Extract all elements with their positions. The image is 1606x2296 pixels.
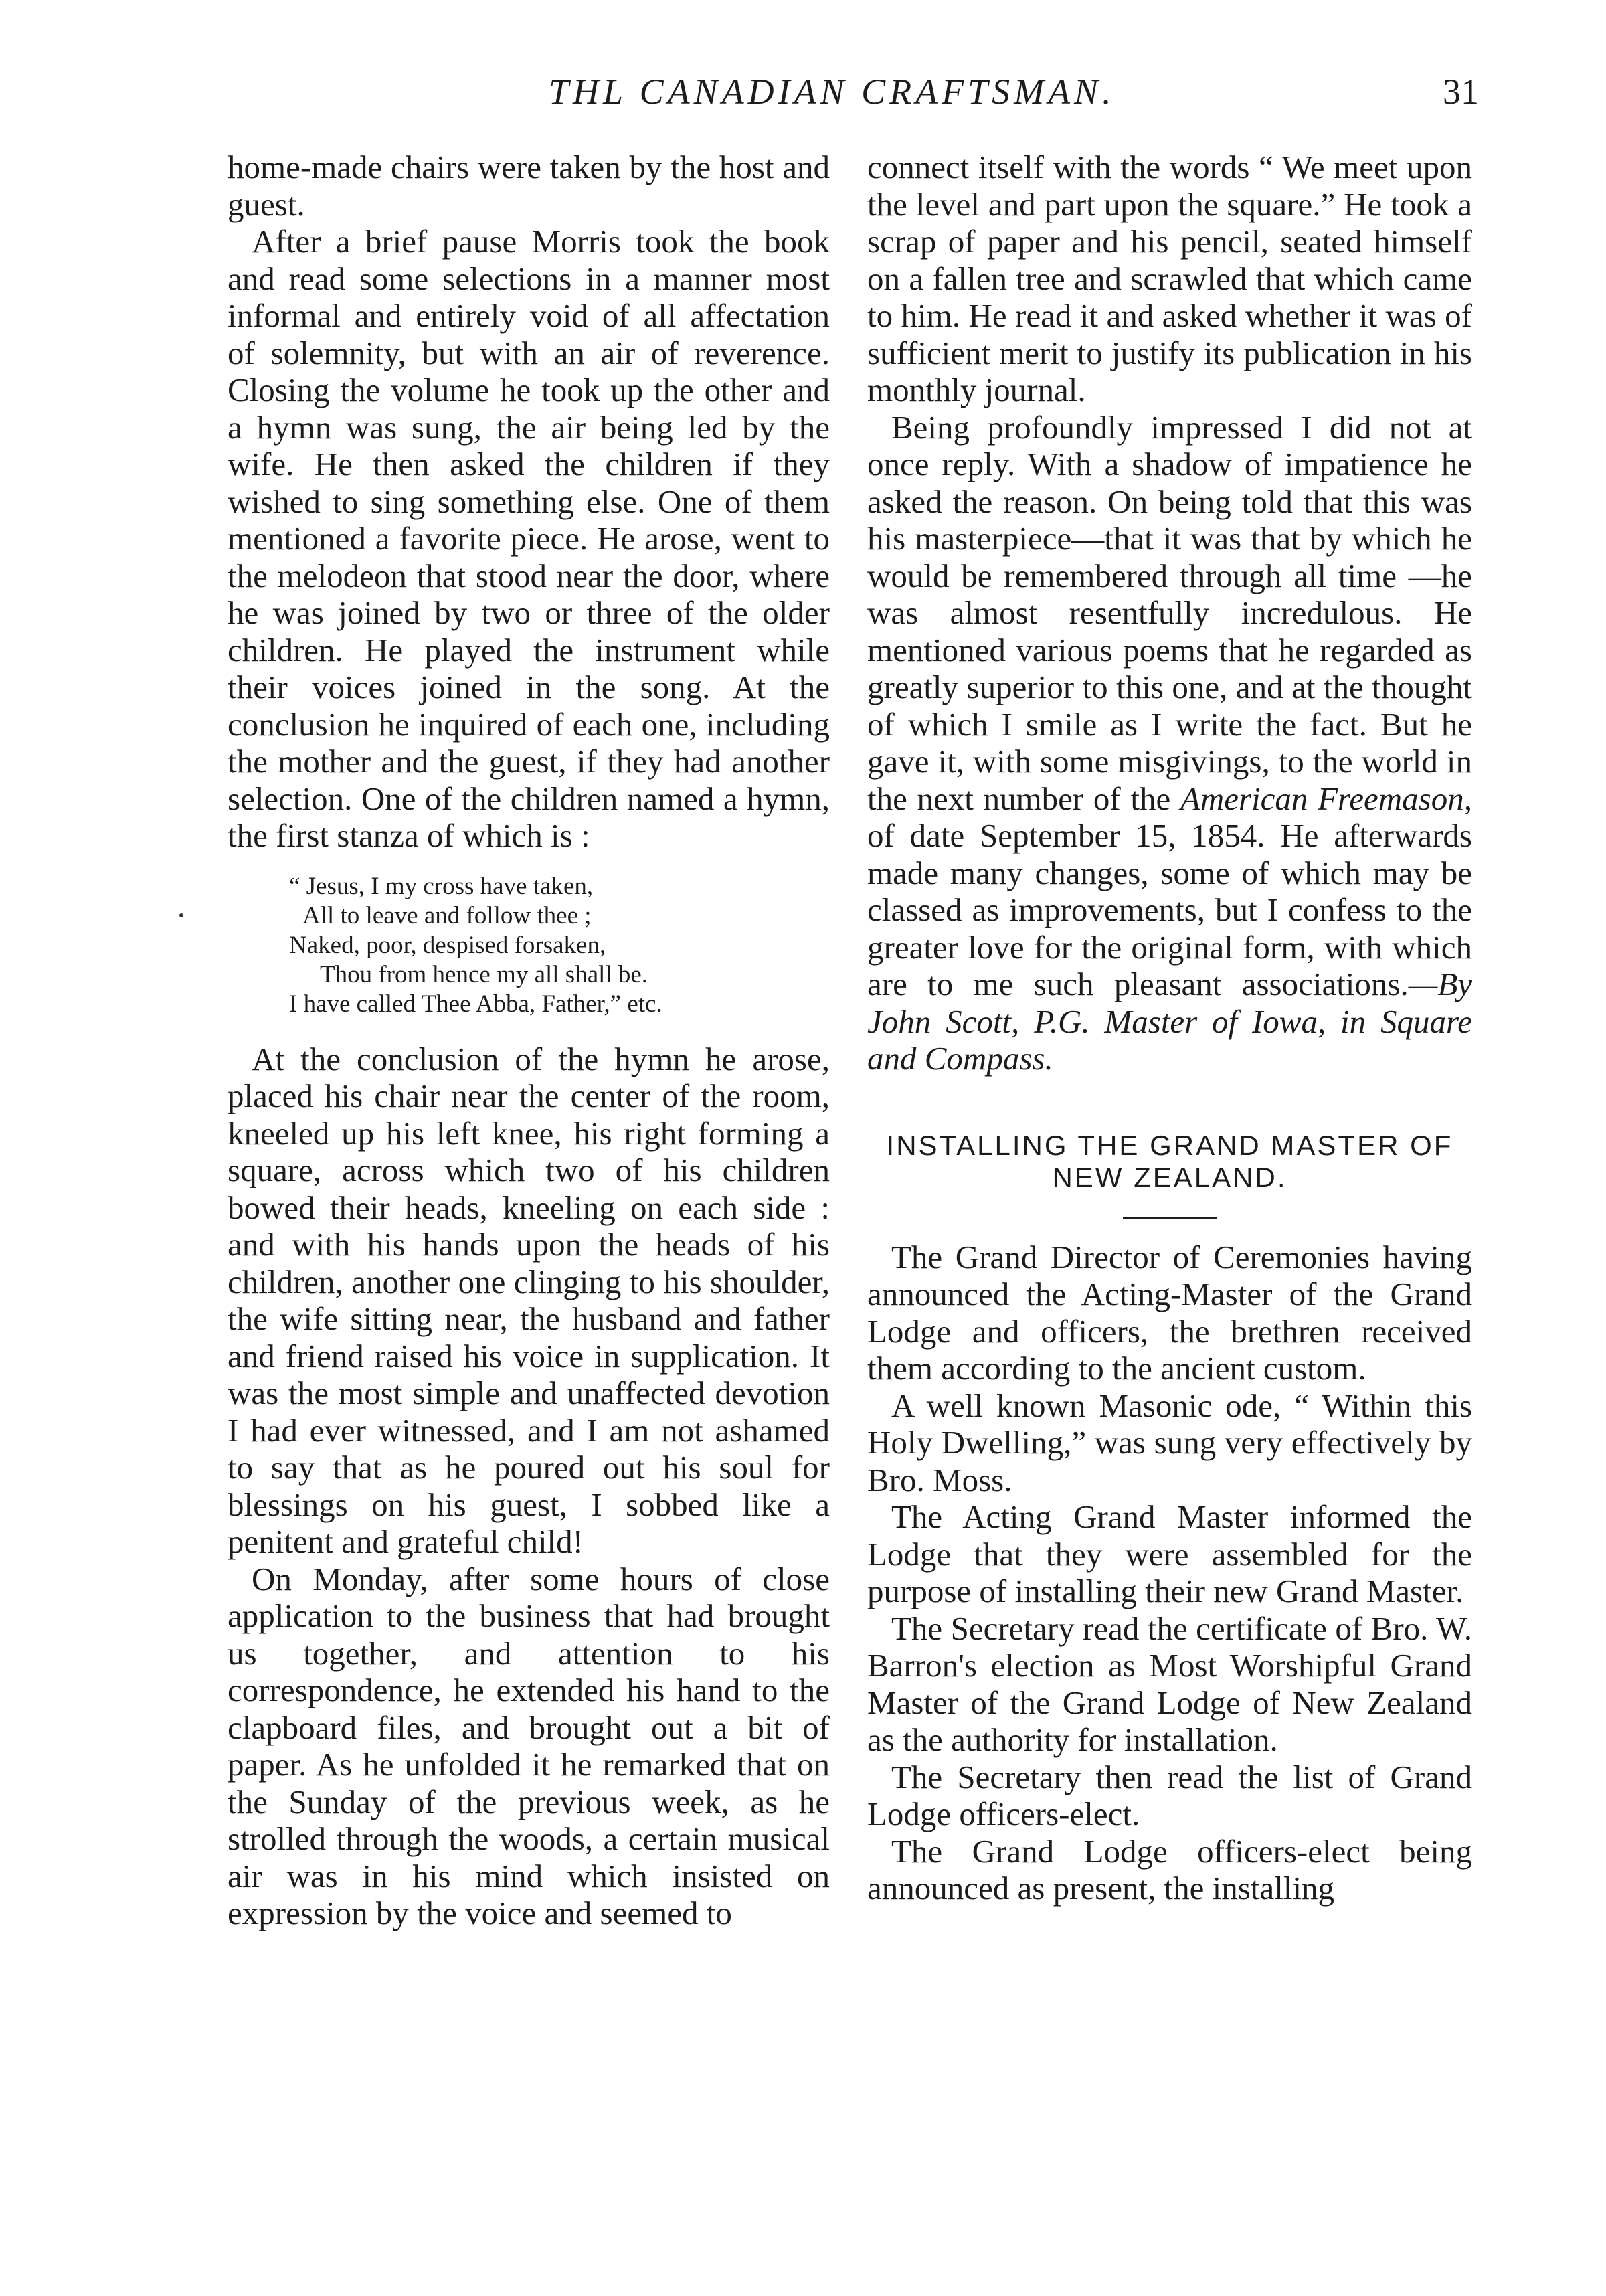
hymn-line: Naked, poor, despised forsaken, xyxy=(289,931,606,959)
paragraph xyxy=(867,409,1472,1077)
journal-title: American Freemason, xyxy=(1180,780,1472,817)
paragraph: A well known Masonic ode, “ Within this Holy Dwelling,” was sung very effectively by Bro. Moss. xyxy=(867,1387,1472,1498)
running-head xyxy=(0,71,1606,118)
paragraph: The Grand Lodge officers-elect being announced as present, the installing xyxy=(867,1832,1472,1907)
right-column xyxy=(867,149,1472,1907)
section-heading: INSTALLING THE GRAND MASTER OF NEW ZEALAND. xyxy=(886,1129,1453,1193)
page-number: 31 xyxy=(1443,72,1479,112)
hymn-line: All to leave and follow thee ; xyxy=(302,901,592,930)
heading-divider xyxy=(1123,1217,1217,1219)
paragraph: The Secretary read the certificate of Bro. W. Barron's election as Most Worshipful Grand Master of the Grand Lodge of New Zealand as the authority for installation. xyxy=(867,1609,1472,1758)
paragraph: connect itself with the words “ We meet upon the level and part upon the square.” He took a scrap of paper and his pencil, seated himself on a fallen tree and scrawled that which came to him. He read it and asked whether it was of sufficient merit to justify its publication in his monthly journal. xyxy=(867,149,1472,408)
paragraph: On Monday, after some hours of close application to the business that had brought us together, and attention to his correspondence, he extended his hand to the clapboard files, and brought out a bit of paper. As he unfolded it he remarked that on the Sunday of the previous week, as he strolled through the woods, a certain musical air was in his mind which insisted on expression by the voice and seemed to xyxy=(228,1560,830,1931)
source-credit: —By John Scott, P.G. Master of Iowa, in Square and Compass. xyxy=(867,966,1472,1077)
paragraph: The Grand Director of Ceremonies having announced the Acting-Master of the Grand Lodge and officers, the brethren received them according to the ancient custom. xyxy=(867,1238,1472,1387)
paragraph: The Acting Grand Master informed the Lodge that they were assembled for the purpose of installing their new Grand Master. xyxy=(867,1498,1472,1609)
paragraph-text: of date September 15, 1854. He afterwards made many changes, some of which may be classed as improvements, but I confess to the greater love for the original form, with which are to me such pleasant associations. xyxy=(867,817,1472,1002)
hymn-stanza xyxy=(289,872,830,1019)
running-title: THL CANADIAN CRAFTSMAN. xyxy=(549,72,1116,112)
paragraph: home-made chairs were taken by the host and guest. xyxy=(228,149,830,223)
hymn-line: I have called Thee Abba, Father,” etc. xyxy=(289,990,662,1018)
paragraph-text: Being profoundly impressed I did not at once reply. With a shadow of impatience he asked the reason. On being told that this was his masterpiece—that it was that by which he would be remembered through all time —he was almost resentfully incredulous. He mentioned various poems that he regarded as greatly superior to this one, and at the thought of which I smile as I write the fact. But he gave it, with some misgivings, to the world in the next number of the xyxy=(867,408,1472,817)
paragraph: After a brief pause Morris took the book and read some selections in a manner most informal and entirely void of all affectation of solemnity, but with an air of reverence. Closing the volume he took up the other and a hymn was sung, the air being led by the wife. He then asked the children if they wished to sing something else. One of them mentioned a favorite piece. He arose, went to the melodeon that stood near the door, where he was joined by two or three of the older children. He played the instrument while their voices joined in the song. At the conclusion he inquired of each one, including the mother and the guest, if they had another selection. One of the children named a hymn, the first stanza of which is : xyxy=(228,223,830,854)
paragraph: At the conclusion of the hymn he arose, placed his chair near the center of the room, kneeled up his left knee, his right forming a square, across which two of his children bowed their heads, kneeling on each side : and with his hands upon the heads of his children, another one clinging to his shoulder, the wife sitting near, the husband and father and friend raised his voice in supplication. It was the most simple and unaffected devotion I had ever witnessed, and I am not ashamed to say that as he poured out his soul for blessings on his guest, I sobbed like a penitent and grateful child! xyxy=(228,1040,830,1560)
hymn-line: “ Jesus, I my cross have taken, xyxy=(289,872,594,900)
margin-dot xyxy=(179,913,183,917)
hymn-line: Thou from hence my all shall be. xyxy=(320,960,648,988)
paragraph: The Secretary then read the list of Grand Lodge officers-elect. xyxy=(867,1758,1472,1832)
left-column xyxy=(228,149,830,1932)
